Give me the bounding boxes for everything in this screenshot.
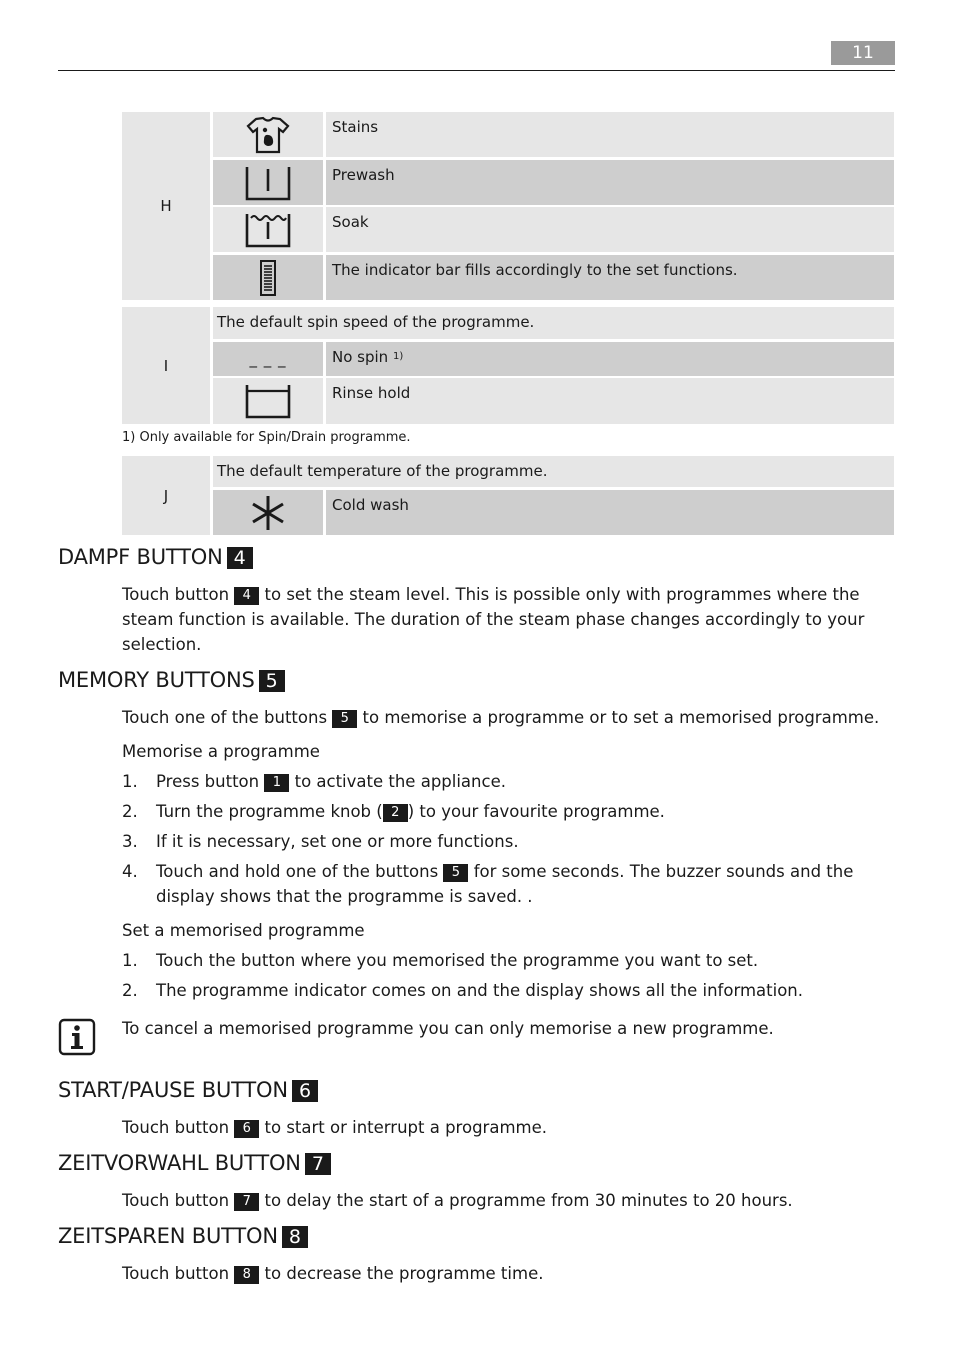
indicator-bar-icon [213, 255, 323, 300]
zeitsparen-text: Touch button 8 to decrease the programme time. [122, 1264, 544, 1283]
rinse-hold-text: Rinse hold [326, 378, 894, 424]
no-spin-cell [326, 342, 894, 376]
no-spin-symbol: _ _ _ [213, 342, 323, 376]
start-pause-text: Touch button 6 to start or interrupt a programme. [122, 1118, 547, 1137]
soak-tub-icon [213, 207, 323, 252]
dampf-line-1: Touch button 4 to set the steam level. This is possible only with programmes where the [122, 585, 860, 604]
memory-badge: 5 [259, 670, 285, 692]
set-step-2-text: The programme indicator comes on and the display shows all the information. [156, 981, 803, 1000]
step-2-num: 2. [122, 802, 138, 821]
zeitvorwahl-text: Touch button 7 to delay the start of a programme from 30 minutes to 20 hours. [122, 1191, 793, 1210]
step-1-num: 1. [122, 772, 138, 791]
cold-wash-text: Cold wash [326, 490, 894, 535]
memory-heading: MEMORY BUTTONS 5 [58, 668, 285, 692]
set-step-1-text: Touch the button where you memorised the programme you want to set. [156, 951, 759, 970]
table-i-letter: I [122, 307, 210, 424]
dampf-line-3: selection. [122, 635, 202, 654]
info-note: To cancel a memorised programme you can only memorise a new programme. [122, 1019, 774, 1038]
table-h-letter: H [122, 112, 210, 300]
cold-wash-icon [213, 490, 323, 535]
dampf-line-2: steam function is available. The duration of the steam phase changes accordingly to your [122, 610, 865, 629]
zeitvorwahl-badge: 7 [305, 1153, 331, 1175]
step-4-text-line-2: display shows that the programme is saved. . [156, 887, 533, 906]
info-icon [58, 1018, 96, 1060]
default-spin-text: The default spin speed of the programme. [213, 307, 894, 339]
button-5-badge: 5 [443, 864, 468, 882]
start-pause-heading: START/PAUSE BUTTON 6 [58, 1078, 318, 1102]
step-3-text: If it is necessary, set one or more functions. [156, 832, 519, 851]
step-1-text: Press button 1 to activate the appliance. [156, 772, 506, 791]
set-memorised-title: Set a memorised programme [122, 921, 365, 940]
zeitsparen-heading: ZEITSPAREN BUTTON 8 [58, 1224, 308, 1248]
set-step-2-num: 2. [122, 981, 138, 1000]
dampf-heading: DAMPF BUTTON 4 [58, 545, 253, 569]
stains-text: Stains [326, 112, 894, 157]
memorise-title: Memorise a programme [122, 742, 320, 761]
step-4-num: 4. [122, 862, 138, 881]
memory-intro: Touch one of the buttons 5 to memorise a programme or to set a memorised programme. [122, 708, 880, 727]
set-step-1-num: 1. [122, 951, 138, 970]
indicator-bar-text: The indicator bar fills accordingly to the set functions. [326, 255, 894, 300]
button-1-badge: 1 [264, 774, 289, 792]
knob-2-badge: 2 [383, 804, 408, 822]
button-5-badge: 5 [332, 710, 357, 728]
top-rule [58, 70, 895, 71]
zeitvorwahl-heading: ZEITVORWAHL BUTTON 7 [58, 1151, 331, 1175]
prewash-text: Prewash [326, 160, 894, 205]
step-3-num: 3. [122, 832, 138, 851]
button-4-badge: 4 [234, 587, 259, 605]
footnote: 1) Only available for Spin/Drain programme. [122, 430, 411, 445]
button-6-badge: 6 [234, 1120, 259, 1138]
default-temperature-text: The default temperature of the programme. [213, 456, 894, 487]
prewash-tub-icon [213, 160, 323, 205]
button-8-badge: 8 [234, 1266, 259, 1284]
table-j-letter: J [122, 456, 210, 535]
step-2-text: Turn the programme knob ( 2 ) to your favourite programme. [156, 802, 665, 821]
button-7-badge: 7 [234, 1193, 259, 1211]
no-spin-text: No spin [332, 348, 389, 366]
start-pause-badge: 6 [292, 1080, 318, 1102]
rinse-hold-tub-icon [213, 378, 323, 424]
step-4-text: Touch and hold one of the buttons 5 for some seconds. The buzzer sounds and the [156, 862, 854, 881]
page-number: 11 [831, 41, 895, 65]
stain-shirt-icon [213, 112, 323, 157]
dampf-badge: 4 [227, 547, 253, 569]
soak-text: Soak [326, 207, 894, 252]
footnote-marker: 1) [392, 351, 404, 362]
zeitsparen-badge: 8 [282, 1226, 308, 1248]
